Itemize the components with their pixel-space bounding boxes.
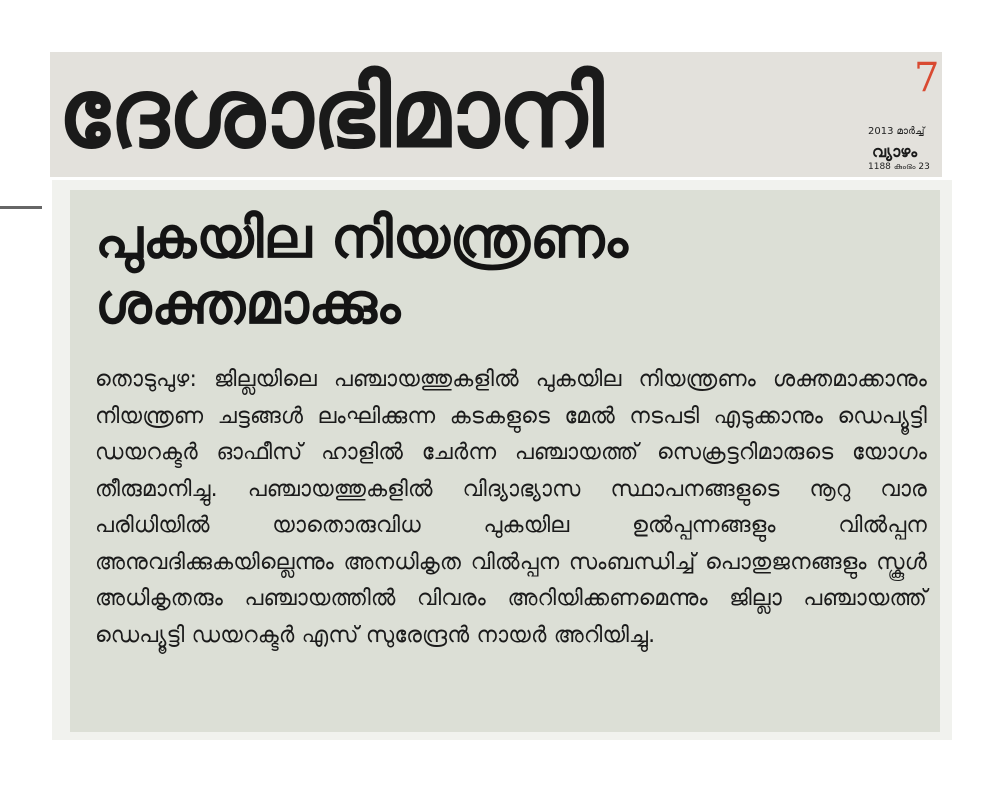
headline-line-2: ശക്തമാക്കും — [95, 272, 401, 337]
issue-day: വ്യാഴം — [872, 142, 918, 161]
headline-line-1: പുകയില നിയന്ത്രണം — [95, 206, 628, 271]
edge-rule — [0, 206, 42, 209]
page-number: 7 — [914, 55, 940, 101]
newspaper-title: ദേശാഭിമാനി — [58, 57, 603, 169]
article-headline — [95, 206, 935, 338]
issue-era-date: 1188 കുംഭം 23 — [868, 162, 930, 172]
issue-date: 2013 മാർച്ച് — [868, 126, 925, 137]
article-body: തൊടുപുഴ: ജില്ലയിലെ പഞ്ചായത്തുകളിൽ പുകയില നിയന്ത്രണം ശക്തമാക്കാനും നിയന്ത്രണ ചട്ടങ്ങൾ ലംഘിക്കുന്ന കടകളുടെ മേൽ നടപടി എടുക്കാനും ഡെപ്യൂട്ടി ഡയറക്ടർ ഓഫീസ് ഹാളിൽ ചേർന്ന പഞ്ചായത്ത് സെക്രട്ടറിമാരുടെ യോഗം തീരുമാനിച്ചു. പഞ്ചായത്തുകളിൽ വിദ്യാഭ്യാസ സ്ഥാപനങ്ങളുടെ നൂറു വാര പരിധിയിൽ യാതൊരുവിധ പുകയില ഉൽപ്പന്നങ്ങളും വിൽപ്പന അനുവദിക്കുകയില്ലെന്നും അനധികൃത വിൽപ്പന സംബന്ധിച്ച് പൊതുജനങ്ങളും സ്കൂൾ അധികൃതരും പഞ്ചായത്തിൽ വിവരം അറിയിക്കണമെന്നും ജില്ലാ പഞ്ചായത്ത് ഡെപ്യൂട്ടി ഡയറക്ടർ എസ് സുരേന്ദ്രൻ നായർ അറിയിച്ചു. — [95, 367, 927, 648]
masthead-dateline — [862, 52, 942, 177]
newspaper-masthead — [50, 52, 942, 177]
